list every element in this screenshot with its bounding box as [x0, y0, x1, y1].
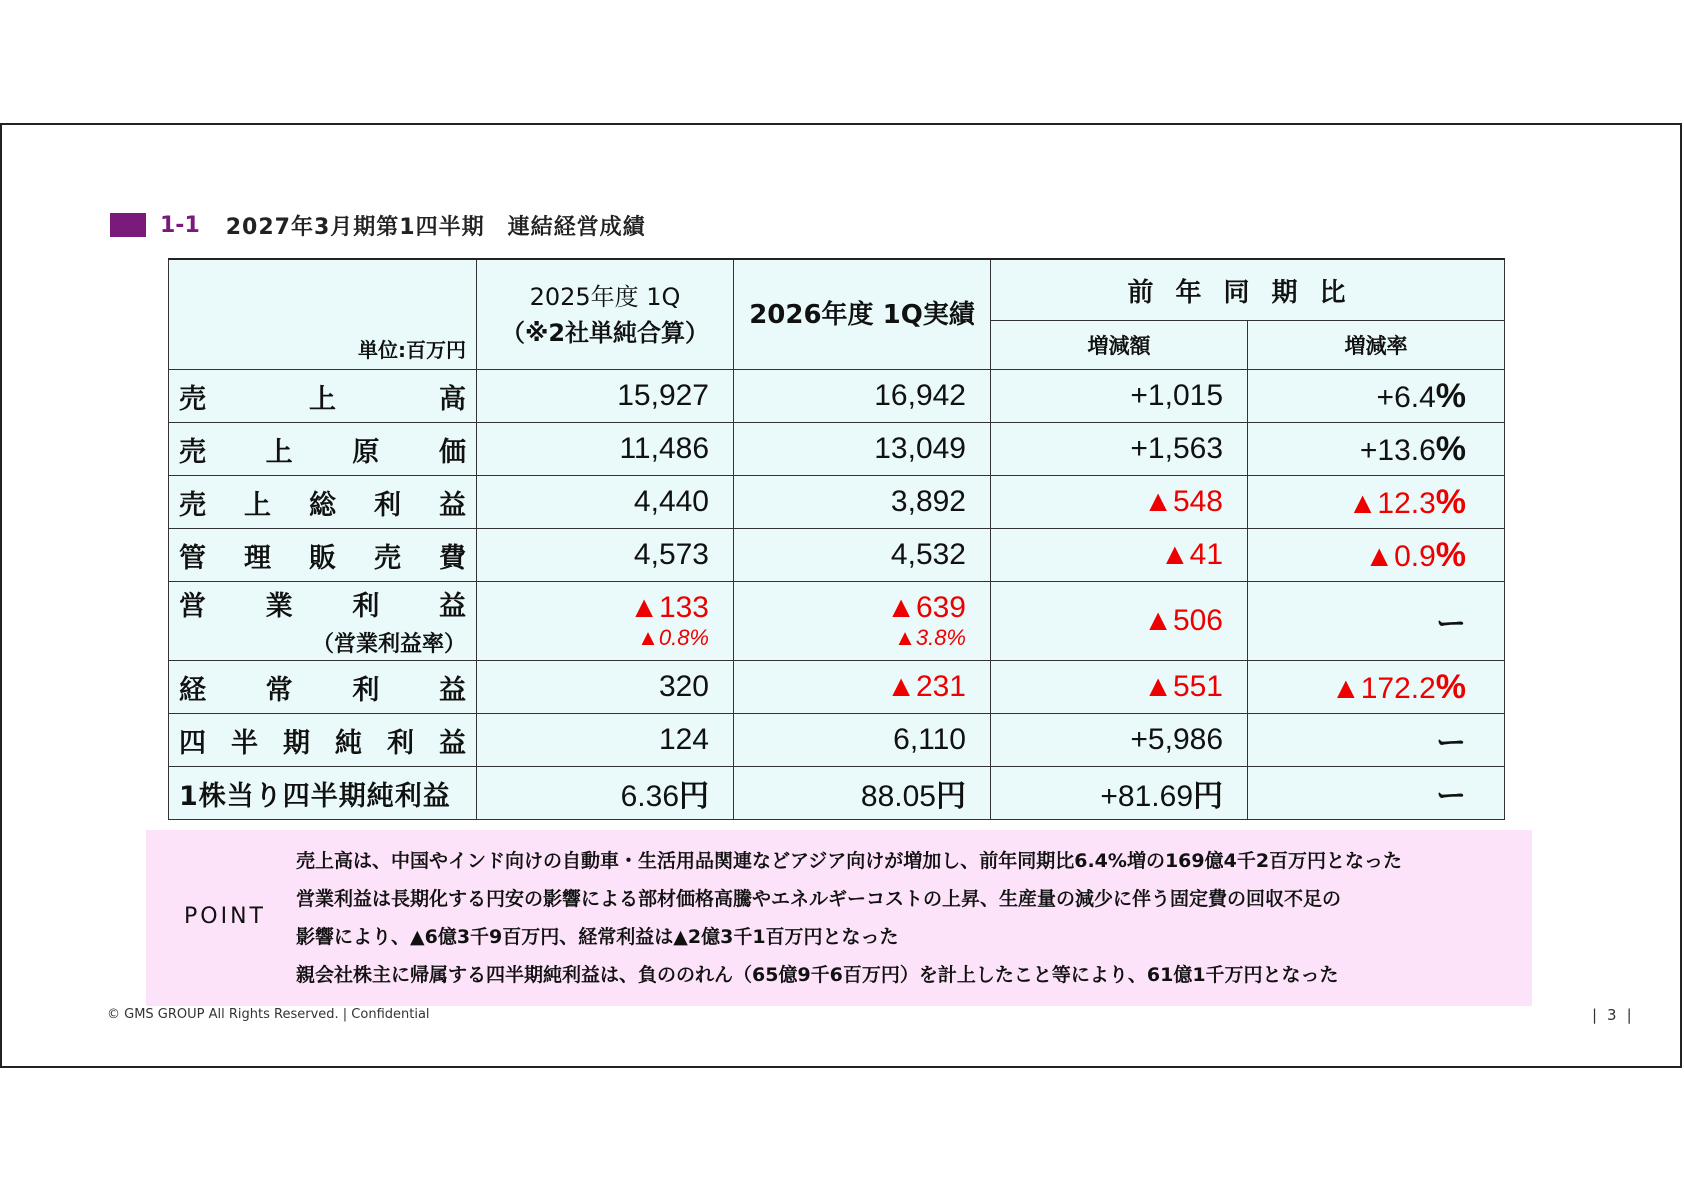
row-label [169, 476, 477, 529]
row-label [169, 370, 477, 423]
change-amount-cell-value: ▲551 [1143, 670, 1223, 703]
point-text [296, 842, 1402, 994]
point-label: POINT [184, 904, 266, 929]
row-label-char: 益 [439, 727, 466, 759]
row-label-char: 管 [179, 542, 206, 574]
row-label [169, 529, 477, 582]
curr-year-cell-value: ▲231 [886, 670, 966, 703]
row-label-char: 高 [439, 383, 466, 415]
curr-year-cell-value: 16,942 [874, 379, 966, 412]
prev-year-cell-value: 15,927 [617, 379, 709, 412]
section-title [110, 212, 646, 238]
change-amount-cell-value: ▲41 [1159, 538, 1223, 571]
percent-sign: % [1435, 429, 1467, 468]
change-rate-value: ー [1436, 727, 1467, 760]
curr-year-cell [734, 767, 991, 820]
curr-year-cell-value: 6,110 [893, 723, 966, 756]
change-rate-value: ▲0.9 [1364, 539, 1436, 573]
change-rate-cell [1248, 582, 1505, 661]
row-label-char: 利 [374, 489, 401, 521]
row-label-char: 上 [265, 436, 293, 468]
curr-year-cell [734, 476, 991, 529]
row-label [169, 767, 477, 820]
change-rate-cell [1248, 767, 1505, 820]
point-line: 営業利益は長期化する円安の影響による部材価格高騰やエネルギーコストの上昇、生産量の減少に伴う固定費の回収不足の [296, 888, 1342, 910]
prev-year-cell [477, 714, 734, 767]
curr-year-cell-value: 13,049 [874, 432, 966, 465]
change-amount-cell [991, 529, 1248, 582]
curr-year-cell-value: 4,532 [890, 538, 966, 571]
section-number: 1-1 [160, 212, 200, 238]
change-amount-cell [991, 661, 1248, 714]
percent-sign: % [1435, 667, 1467, 706]
prev-year-cell [477, 582, 734, 661]
header-prev-line1: 2025年度 1Q [529, 282, 681, 311]
row-label-char: 価 [438, 436, 466, 468]
point-line: 売上高は、中国やインド向けの自動車・生活用品関連などアジア向けが増加し、前年同期比6.4%増の169億4千2百万円となった [296, 850, 1403, 872]
change-rate-value: ▲12.3 [1347, 486, 1436, 520]
point-box [146, 830, 1532, 1006]
row-label-char: 売 [179, 436, 206, 468]
prev-year-cell [477, 661, 734, 714]
row-label-char: 1株当り四半期純利益 [179, 780, 451, 812]
row-label-char: 利 [387, 727, 414, 759]
row-label-char: 期 [283, 727, 310, 759]
change-rate-value: ー [1436, 780, 1467, 813]
row-label-char: 営 [179, 591, 206, 622]
row-label-char: 業 [265, 591, 293, 622]
change-amount-cell [991, 476, 1248, 529]
header-yoy: 前年同期比 [991, 259, 1505, 321]
change-rate-cell [1248, 476, 1505, 529]
curr-year-cell-unit: 円 [936, 780, 966, 813]
row-label-char: 原 [352, 436, 380, 468]
row-label-char: 費 [439, 542, 466, 574]
curr-year-cell-ratio: ▲3.8% [894, 625, 966, 650]
point-line: 影響により、▲6億3千9百万円、経常利益は▲2億3千1百万円となった [296, 926, 899, 948]
curr-year-cell [734, 529, 991, 582]
table-row [169, 476, 1505, 529]
curr-year-cell [734, 661, 991, 714]
change-amount-cell-value: ▲548 [1143, 485, 1223, 518]
change-amount-cell [991, 582, 1248, 661]
curr-year-cell [734, 582, 991, 661]
prev-year-cell-value: 124 [658, 723, 709, 756]
change-amount-cell-value: +1,015 [1130, 379, 1223, 412]
row-label-char: 販 [309, 542, 336, 574]
change-rate-value: ー [1436, 608, 1467, 641]
header-prev-line2: （※2社単純合算） [500, 318, 710, 347]
row-label-char: 益 [438, 591, 466, 622]
prev-year-cell-value: 4,573 [633, 538, 709, 571]
table-row [169, 714, 1505, 767]
page-number: |3| [1592, 1006, 1642, 1024]
table-row [169, 582, 1505, 661]
row-label-char: 四 [179, 727, 206, 759]
change-amount-cell-unit: 円 [1193, 780, 1223, 813]
prev-year-cell-value: 11,486 [619, 432, 709, 465]
table-row [169, 661, 1505, 714]
change-amount-cell-value: +5,986 [1130, 723, 1223, 756]
prev-year-cell-ratio: ▲0.8% [637, 625, 709, 650]
unit-label: 単位:百万円 [169, 259, 477, 370]
change-rate-cell [1248, 661, 1505, 714]
header-prev-year [477, 259, 734, 370]
prev-year-cell [477, 529, 734, 582]
prev-year-cell [477, 370, 734, 423]
row-label-char: 売 [374, 542, 401, 574]
curr-year-cell [734, 370, 991, 423]
curr-year-cell-value: 3,892 [890, 485, 966, 518]
footer-copyright: © GMS GROUP All Rights Reserved. | Confidential [107, 1007, 430, 1022]
row-label-char: 経 [179, 674, 206, 706]
row-label-char: 上 [309, 383, 336, 415]
change-amount-cell [991, 767, 1248, 820]
curr-year-cell [734, 423, 991, 476]
row-label-char: 半 [231, 727, 258, 759]
change-amount-cell [991, 714, 1248, 767]
row-label [169, 714, 477, 767]
change-amount-cell-value: +1,563 [1130, 432, 1223, 465]
title-marker [110, 213, 146, 237]
row-label-char: 利 [352, 674, 380, 706]
percent-sign: % [1435, 376, 1467, 415]
change-rate-value: ▲172.2 [1331, 671, 1436, 705]
row-label-char: 益 [439, 489, 466, 521]
curr-year-cell-value: 88.05 [860, 780, 936, 813]
row-label-char: 売 [179, 489, 206, 521]
row-label [169, 661, 477, 714]
row-label-char: 上 [244, 489, 271, 521]
results-table [168, 258, 1505, 820]
change-rate-cell [1248, 370, 1505, 423]
percent-sign: % [1435, 535, 1467, 574]
table-row [169, 529, 1505, 582]
point-line: 親会社株主に帰属する四半期純利益は、負ののれん（65億9千6百万円）を計上したこと等により、61億1千万円となった [296, 964, 1339, 986]
change-rate-cell [1248, 423, 1505, 476]
table-row [169, 370, 1505, 423]
row-sublabel: （営業利益率） [311, 632, 466, 657]
row-label [169, 423, 477, 476]
percent-sign: % [1435, 482, 1467, 521]
row-label-char: 常 [265, 674, 293, 706]
table-row [169, 767, 1505, 820]
prev-year-cell-value: ▲133 [629, 591, 709, 624]
row-label [169, 582, 477, 661]
change-amount-cell-value: +81.69 [1100, 780, 1193, 813]
prev-year-cell [477, 767, 734, 820]
section-heading: 2027年3月期第1四半期 連結経営成績 [225, 214, 646, 240]
prev-year-cell [477, 476, 734, 529]
curr-year-cell [734, 714, 991, 767]
prev-year-cell-value: 6.36 [620, 780, 679, 813]
header-change-amount: 増減額 [991, 321, 1248, 370]
row-label-char: 総 [309, 489, 336, 521]
prev-year-cell-value: 4,440 [633, 485, 709, 518]
change-amount-cell [991, 423, 1248, 476]
row-label-char: 利 [352, 591, 380, 622]
change-rate-value: +6.4 [1376, 380, 1436, 414]
change-rate-cell [1248, 529, 1505, 582]
header-curr-year: 2026年度 1Q実績 [734, 259, 991, 370]
row-label-char: 純 [335, 727, 362, 759]
curr-year-cell-value: ▲639 [886, 591, 966, 624]
change-amount-cell [991, 370, 1248, 423]
table-row [169, 423, 1505, 476]
prev-year-cell-unit: 円 [679, 780, 709, 813]
header-change-rate: 増減率 [1248, 321, 1505, 370]
row-label-char: 益 [438, 674, 466, 706]
prev-year-cell [477, 423, 734, 476]
prev-year-cell-value: 320 [658, 670, 709, 703]
change-rate-cell [1248, 714, 1505, 767]
change-rate-value: +13.6 [1359, 433, 1436, 467]
row-label-char: 理 [244, 542, 271, 574]
change-amount-cell-value: ▲506 [1143, 604, 1223, 637]
row-label-char: 売 [179, 383, 206, 415]
